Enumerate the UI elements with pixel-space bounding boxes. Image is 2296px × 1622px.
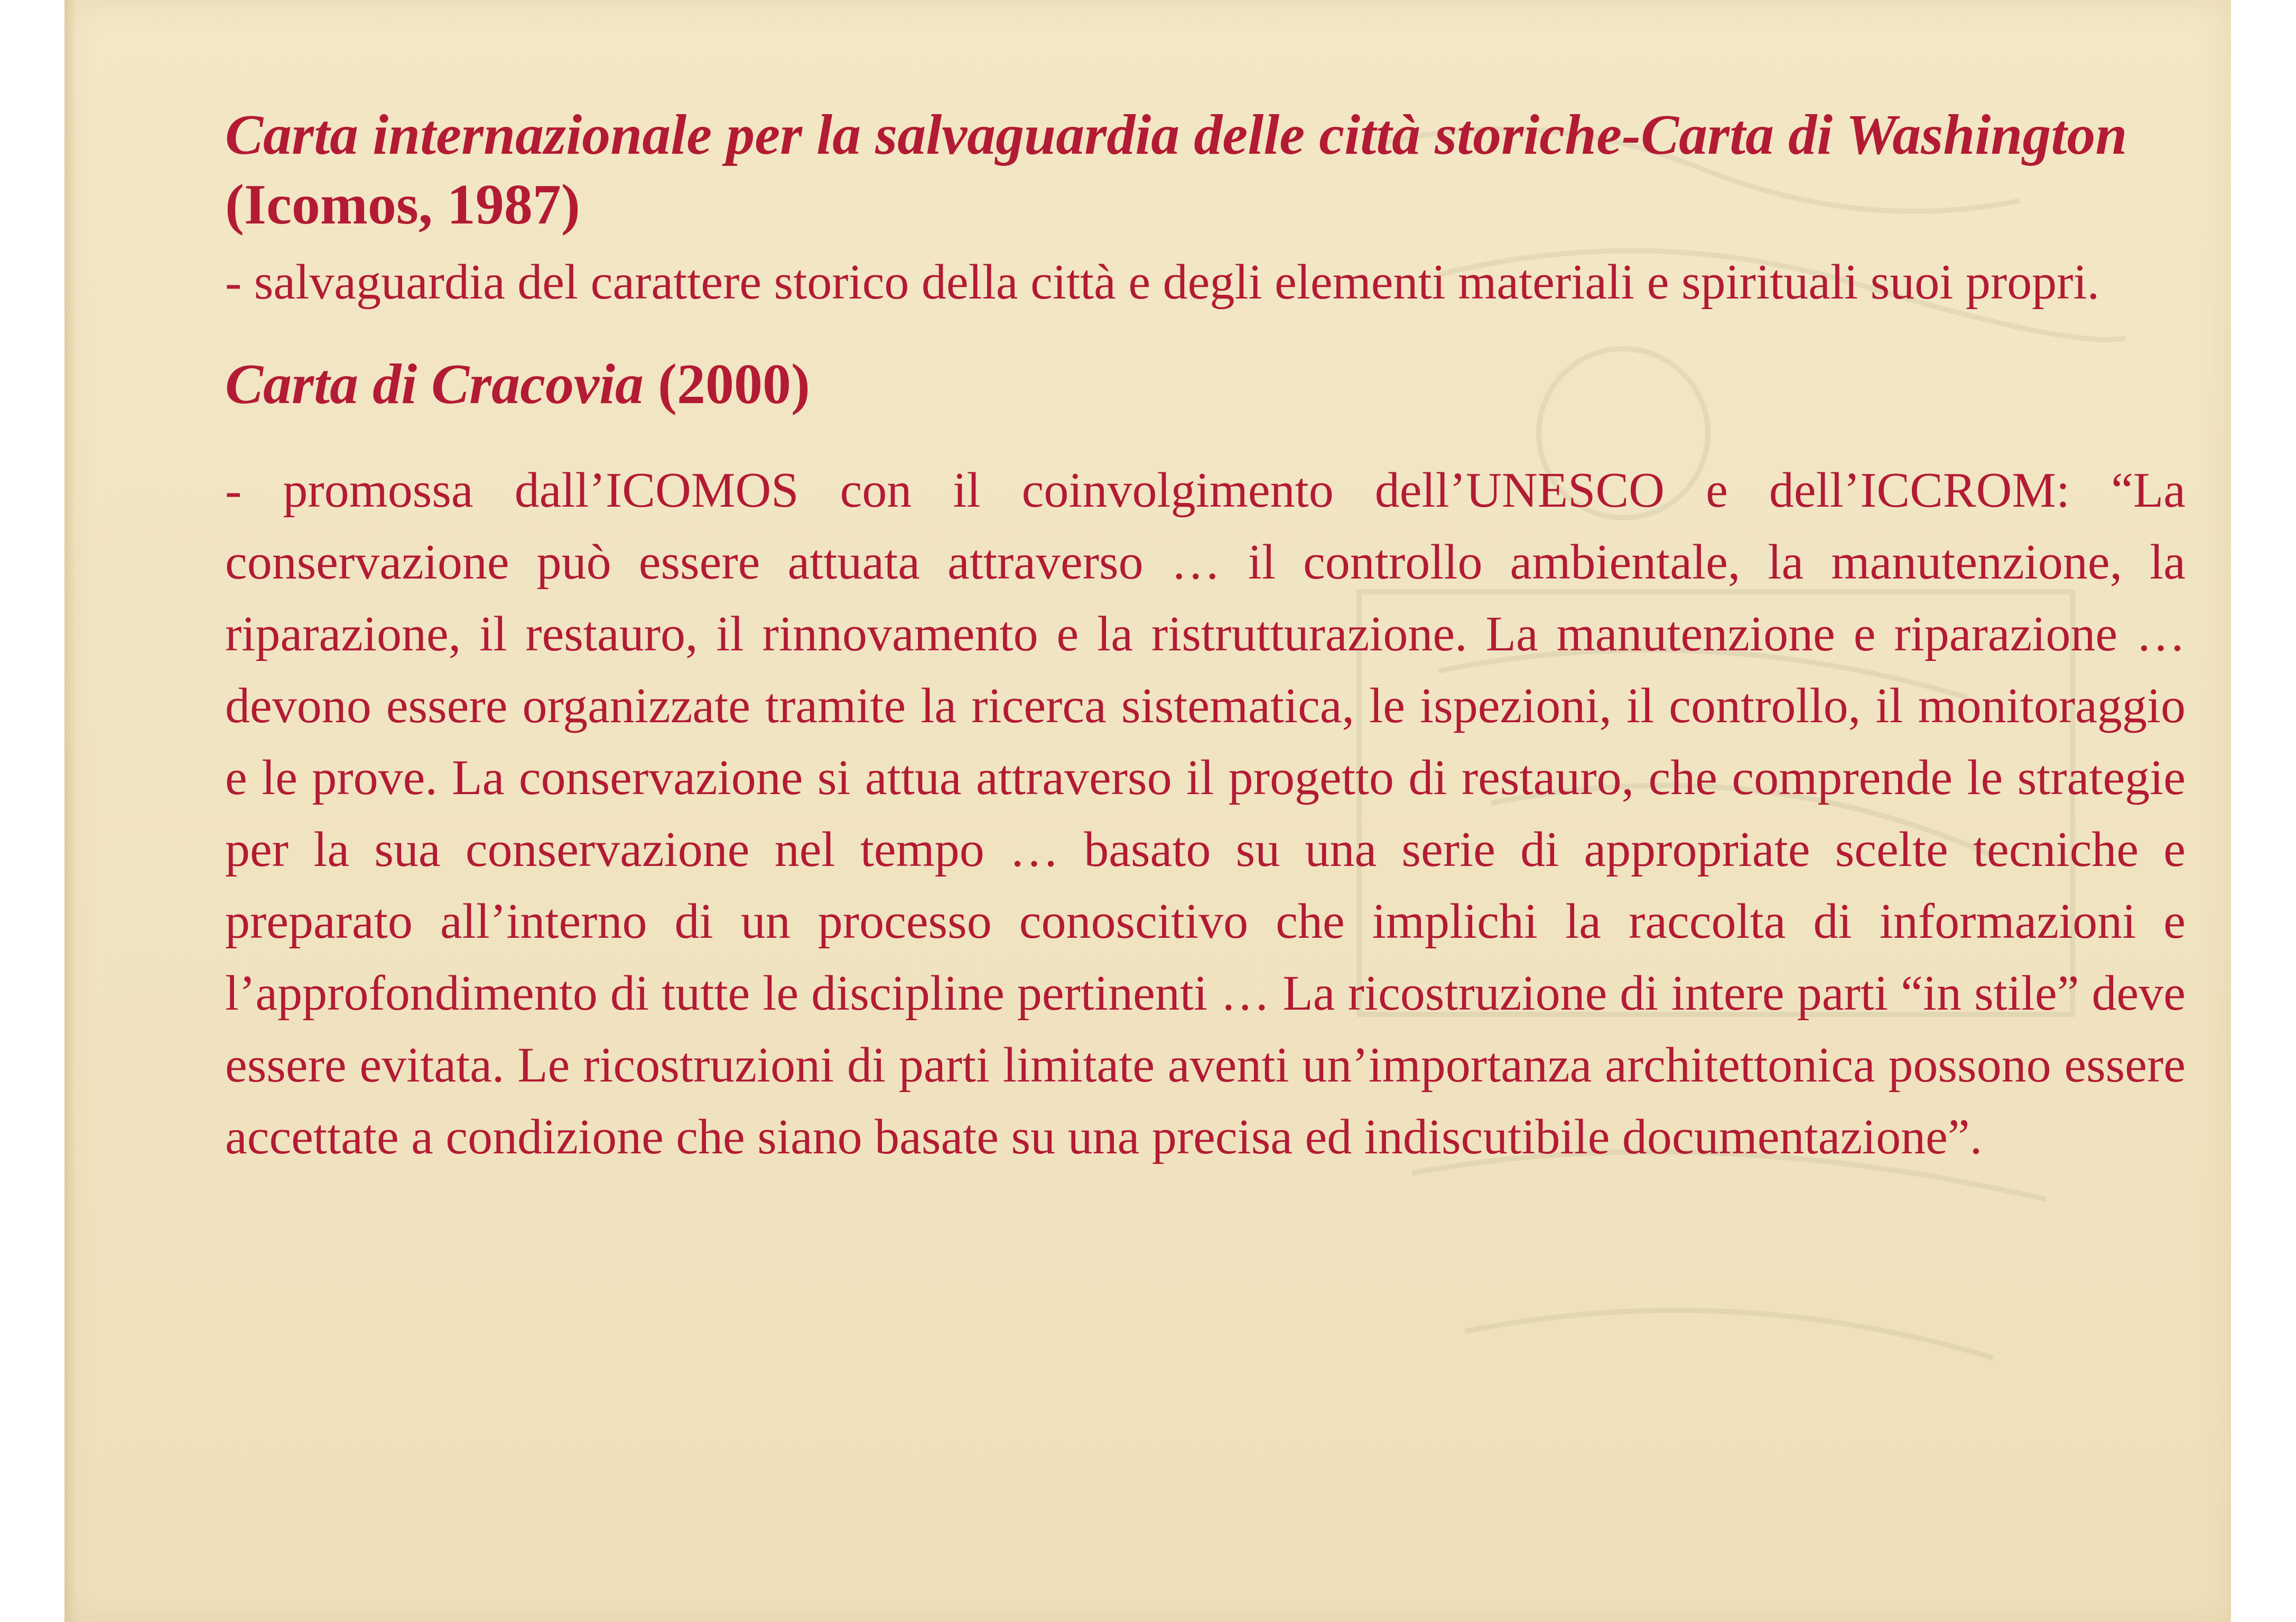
krakow-charter-description: - promossa dall’ICOMOS con il coinvolgimento dell’UNESCO e dell’ICCROM: “La conservazione può essere attuata attraverso … il controllo ambientale, la manutenzione, la riparazione, il restauro, il rinnovamento e la ristrutturazione. La manutenzione e riparazione … devono essere organizzate tramite la ricerca sistematica, le ispezioni, il controllo, il monitoraggio e le prove. La conservazione si attua attraverso il progetto di restauro, che comprende le strategie per la sua conservazione nel tempo … basato su una serie di appropriate scelte tecniche e preparato all’interno di un processo conoscitivo che implichi la raccolta di informazioni e l’approfondimento di tutte le discipline pertinenti … La ricostruzione di intere parti “in stile” deve essere evitata. Le ricostruzioni di parti limitate aventi un’importanza architettonica possono essere accettate a condizione che siano basate su una precisa ed indiscutibile documentazione”. [225,463,2186,1164]
krakow-title-italic: Carta di Cracovia [225,353,644,416]
washington-charter-description: - salvaguardia del carattere storico della città e degli elementi materiali e spirituali suoi propri. [225,255,2100,310]
paper-sheet [64,0,2231,1622]
document-text [225,90,2186,1173]
washington-title-italic: Carta internazionale per la salvaguardia delle città storiche-Carta di Washington [225,104,2127,166]
krakow-title-plain: (2000) [644,353,810,416]
sheet-edge-shadow [64,0,76,1622]
washington-title-plain: (Icomos, 1987) [225,173,580,236]
krakow-charter-title [225,350,2186,420]
washington-charter-title [225,100,2186,240]
